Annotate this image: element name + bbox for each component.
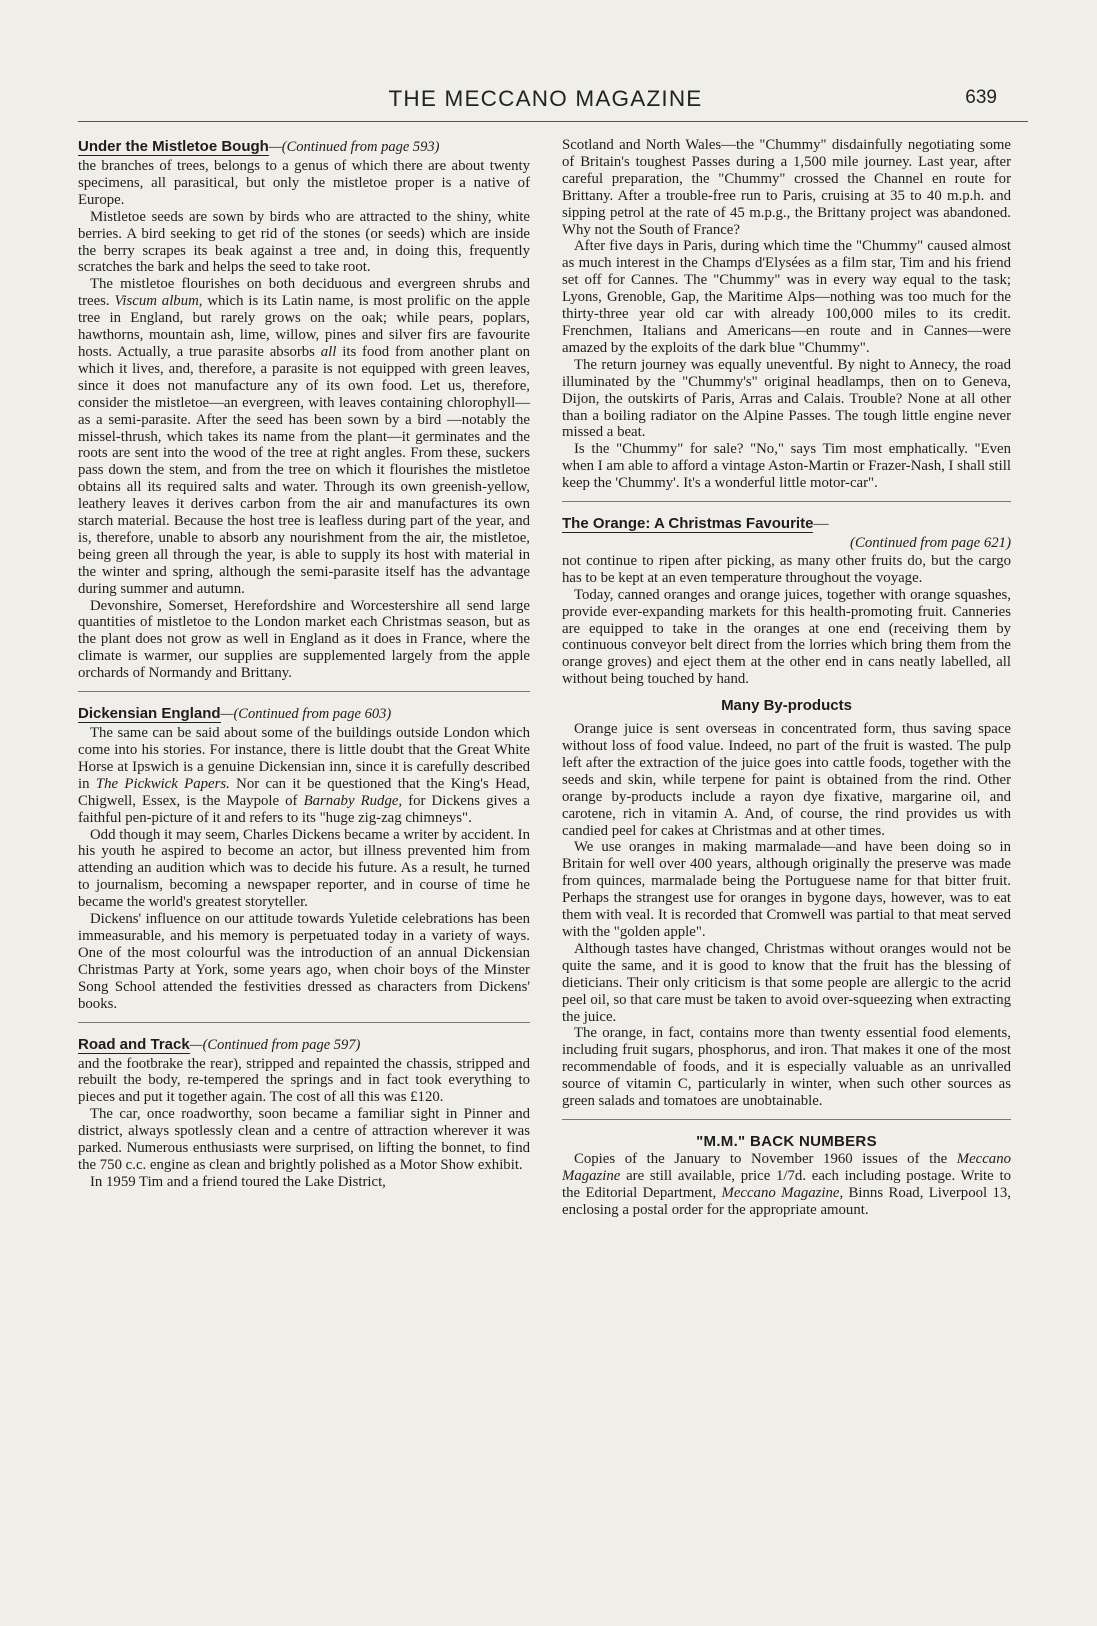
magazine-title: THE MECCANO MAGAZINE xyxy=(388,86,703,111)
road-heading xyxy=(78,1035,530,1055)
orange-heading xyxy=(562,514,1011,534)
emphasis-all: all xyxy=(320,343,337,360)
orange-title: The Orange: A Christmas Favourite xyxy=(562,515,814,533)
dickens-p1-text-a: The same can be said about some of the buildings outside London which come into his stories. For instance, there is little doubt that the Great White Horse at Ipswich is a genuine Dickensian inn, since it is carefully described in xyxy=(78,725,530,792)
road-cont-paragraph-2: After five days in Paris, during which time the "Chummy" caused almost as much interest in the Champs d'Elysées as a film star, Tim and his friend set off for Cannes. The "Chummy" was in every way equal to the task; Lyons, Grenoble, Gap, the Maritime Alps—nothing was too much for the thirty-three year old car with already 100,000 miles to its credit. Frenchmen, Italians and Americans—en route and in Cannes—were amazed by the exploits of the dark blue "Chummy". xyxy=(562,238,1011,356)
section-divider xyxy=(78,691,530,692)
page-header xyxy=(78,86,1013,120)
dickens-paragraph-3: Dickens' influence on our attitude towards Yuletide celebrations has been immeasurable, and his memory is perpetuated today in a variety of ways. One of the most colourful was the introduction of an annual Dickensian Christmas Party at York, some years ago, when choir boys of the Minster Song School attended the festivities dressed as characters from Dickens' books. xyxy=(78,911,530,1012)
road-cont-paragraph-3: The return journey was equally uneventful. By night to Annecy, the road illuminated by the "Chummy's" original headlamps, then on to Geneva, Dijon, the outskirts of Paris, Arras and Calais. Trouble? None at all other than a boiling radiator on the Alpine Passes. The tough little engine never missed a beat. xyxy=(562,356,1011,441)
mistletoe-p3-text-e: its food from another plant on which it lives, and, therefore, a parasite is not equipped with green leaves, since it does not manufacture any of its own food. Let us, therefore, consider the mistletoe—an evergreen, with leaves containing chlorophyll—as a semi-parasite. After the seed has been sown by a bird —notably the missel-thrush, which takes its name from the plant—it germinates and the roots are sent into the wood of the tree at right angles. From these, suckers pass down the stem, and from the tree on which it flourishes the mistletoe obtains all its required salts and water. Through its own greenish-yellow, leathery leaves it derives carbon from the air and manufactures its own starch material. Because the host tree is leafless during part of the year, and is, therefore, unable to absorb any nourishment from the air, the mistletoe, being green all through the year, is able to supply its host with material in the winter and spring, although the semi-parasite itself has the advantage during summer and autumn. xyxy=(78,343,530,597)
back-numbers-heading: "M.M." BACK NUMBERS xyxy=(696,1132,877,1150)
mistletoe-paragraph-4: Devonshire, Somerset, Herefordshire and Worcestershire all send large quantities of mistletoe to the London market each Christmas season, but as the plant does not grow as well in England as it does in France, where the climate is warmer, our supplies are supplemented largely from the apple orchards of Normandy and Brittany. xyxy=(78,597,530,682)
page-number: 639 xyxy=(965,87,997,108)
dickens-continued-note: —(Continued from page 603) xyxy=(220,706,392,723)
dickens-heading xyxy=(78,704,530,724)
mistletoe-p3-text-c: which is its Latin name, is most prolific on the apple tree in England, but rarely grows on the oak; while pears, poplars, hawthorns, mountain ash, lime, willow, pines and silver firs are favourite hosts. Actually, a true parasite absorbs xyxy=(78,293,530,360)
road-title: Road and Track xyxy=(78,1035,190,1053)
back-numbers-text-e: Binns Road, Liverpool 13, enclosing a postal order for the appropriate amount. xyxy=(562,1184,1011,1218)
orange-paragraph-1: not continue to ripen after picking, as many other fruits do, but the cargo has to be kept at an even temperature throughout the voyage. xyxy=(562,552,1011,586)
road-cont-paragraph-1: Scotland and North Wales—the "Chummy" disdainfully negotiating some of Britain's toughest Passes during a 1,500 mile journey. Last year, after careful preparation, the "Chummy" crossed the Channel en route for Brittany. After a trouble-free run to Paris, cruising at 35 to 40 m.p.h. and sipping petrol at the rate of 45 m.p.g., the Brittany project was abandoned. Why not the South of France? xyxy=(562,137,1011,238)
header-rule xyxy=(78,121,1028,122)
dickens-p1-text-e: for Dickens gives a faithful pen-picture of it and refers to its "huge zig-zag chimneys". xyxy=(78,792,530,826)
section-divider xyxy=(562,1119,1011,1120)
book-title-barnaby: Barnaby Rudge, xyxy=(303,792,403,809)
latin-name: Viscum album, xyxy=(114,293,203,310)
mistletoe-p3-text-a: The mistletoe flourishes on both deciduous and evergreen shrubs and trees. xyxy=(78,276,530,310)
orange-title-dash: — xyxy=(813,516,829,533)
mistletoe-title: Under the Mistletoe Bough xyxy=(78,138,269,155)
section-divider xyxy=(562,501,1011,502)
mistletoe-paragraph-2: Mistletoe seeds are sown by birds who are attracted to the shiny, white berries. A bird seeking to get rid of the stones (or seeds) which are inside the berry scrapes its beak against a tree and, in doing this, frequently scratches the bark and helps the seed to take root. xyxy=(78,208,530,276)
right-column xyxy=(562,137,1011,1218)
back-numbers-text-a: Copies of the January to November 1960 issues of the xyxy=(574,1150,957,1167)
orange-paragraph-4: We use oranges in making marmalade—and have been doing so in Britain for well over 400 years, although originally the preserve was made from quinces, marmalade being the Portuguese name for that bitter fruit. Perhaps the strangest use for oranges in bygone days, however, was to eat them with veal. It is recorded that Cromwell was partial to that meat served with the "golden apple". xyxy=(562,839,1011,940)
magazine-name-2: Meccano Magazine, xyxy=(721,1184,844,1201)
back-numbers-text-c: are still available, price 1/7d. each including postage. Write to the Editorial Department, xyxy=(562,1167,1011,1201)
orange-paragraph-6: The orange, in fact, contains more than twenty essential food elements, including fruit sugars, phosphorus, and iron. That makes it one of the most recommendable of foods, and it is especially valuable as an unrivalled source of vitamin C, particularly in winter, when such other sources as green salads and tomatoes are unobtainable. xyxy=(562,1025,1011,1110)
orange-paragraph-5: Although tastes have changed, Christmas without oranges would not be quite the same, and it is good to know that the fruit has the blessing of dieticians. Their only criticism is that some people are allergic to the acrid peel oil, so that care must be taken to avoid over-squeezing when extracting the juice. xyxy=(562,940,1011,1025)
road-paragraph-2: The car, once roadworthy, soon became a familiar sight in Pinner and district, always spotlessly clean and a centre of attraction wherever it was parked. Numerous enthusiasts were surprised, on lifting the bonnet, to find the 750 c.c. engine as clean and brightly polished as a Motor Show exhibit. xyxy=(78,1106,530,1173)
orange-paragraph-2: Today, canned oranges and orange juices, together with orange squashes, provide ever-expanding markets for this health-promoting fruit. Canneries are equipped to take in the oranges at one end (receiving them by continuous conveyor belt direct from the lorries which bring them from the orange groves) and eject them at the other end in cans neatly labelled, all without being touched by hand. xyxy=(562,586,1011,688)
road-paragraph-1: and the footbrake the rear), stripped and repainted the chassis, stripped and rebuilt the body, re-tempered the springs and in fact took everything to pieces and put it together again. The cost of all this was £120. xyxy=(78,1055,530,1106)
road-paragraph-3: In 1959 Tim and a friend toured the Lake District, xyxy=(90,1173,386,1190)
back-numbers-text xyxy=(562,1151,1011,1219)
road-continued-note: —(Continued from page 597) xyxy=(189,1036,361,1053)
dickens-paragraph-1 xyxy=(78,725,530,826)
magazine-name: Meccano Magazine xyxy=(562,1150,1011,1184)
book-title-pickwick: The Pickwick Papers. xyxy=(95,775,230,792)
mistletoe-continued-note: —(Continued from page 593) xyxy=(268,139,440,155)
mistletoe-paragraph-1: the branches of trees, belongs to a genus of which there are about twenty specimens, all parasitical, but only the mistletoe proper is a native of Europe. xyxy=(78,158,530,208)
mistletoe-paragraph-3 xyxy=(78,276,530,597)
section-divider xyxy=(78,1022,530,1023)
dickens-title: Dickensian England xyxy=(78,705,221,723)
road-cont-paragraph-4: Is the "Chummy" for sale? "No," says Tim most emphatically. "Even when I am able to afford a vintage Aston-Martin or Frazer-Nash, I shall still keep the 'Chummy'. It's a wonderful little motor-car". xyxy=(562,441,1011,492)
dickens-p1-text-c: Nor can it be questioned that the King's Head, Chigwell, Essex, is the Maypole of xyxy=(78,775,530,809)
mistletoe-heading xyxy=(78,137,530,157)
orange-paragraph-3: Orange juice is sent overseas in concentrated form, thus saving space without loss of food value. Indeed, no part of the fruit is wasted. The pulp left after the extraction of the juice goes into cattle foods, together with the seeds and skin, while terpene for paint is obtained from the rind. Other orange by-products include a rayon dye fixative, margarine oil, and carotene, rich in vitamin A. And, of course, the rind provides us with candied peel for cakes at Christmas and at other times. xyxy=(562,721,1011,839)
orange-subheading: Many By-products xyxy=(721,697,852,715)
left-column xyxy=(78,137,530,1191)
dickens-paragraph-2: Odd though it may seem, Charles Dickens became a writer by accident. In his youth he aspired to become an actor, but illness prevented him from attending an audition which was to decide his future. As a result, he turned to journalism, becoming a newspaper reporter, and in course of time he became the world's greatest storyteller. xyxy=(78,826,530,911)
orange-continued-note: (Continued from page 621) xyxy=(850,535,1011,552)
